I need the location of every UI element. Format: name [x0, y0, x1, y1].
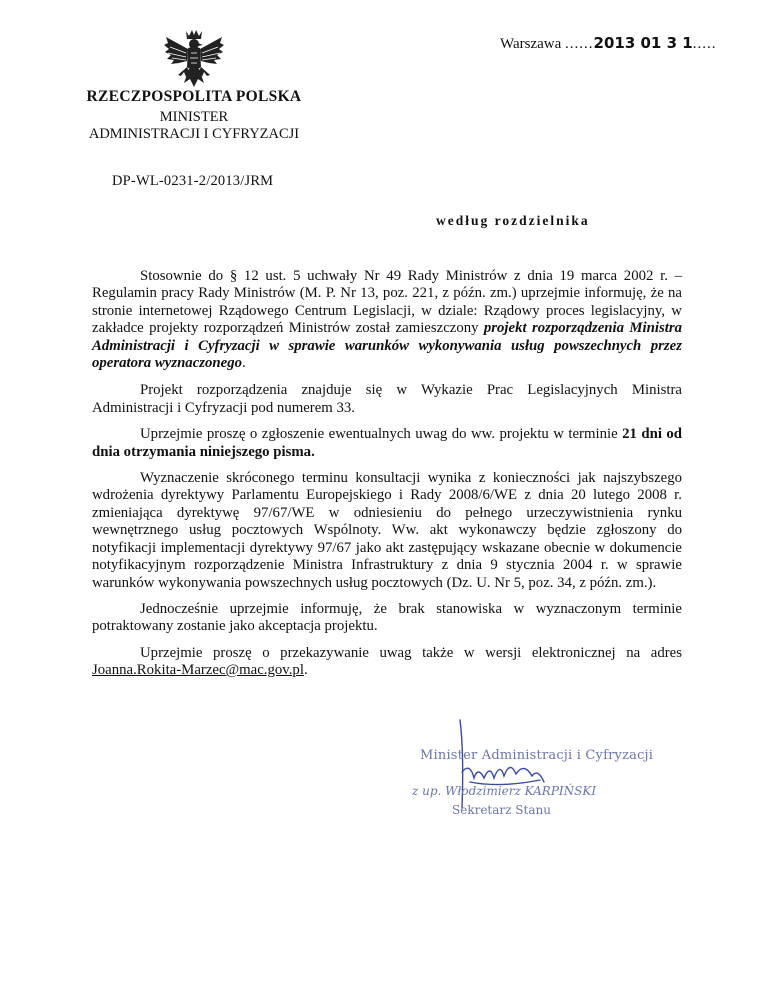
handwritten-date: 2013 01 3 1	[593, 34, 693, 52]
deadline-text: 21 dni od dnia otrzymania niniejszego pisma.	[92, 426, 682, 460]
official-stamp	[412, 748, 654, 838]
paragraph-5: Jednocześnie uprzejmie informuję, że brak stanowiska w wyznaczonym terminie potraktowany zostanie jako akceptacja projektu.	[92, 600, 682, 635]
place-and-date: Warszawa ......2013 01 3 1.....	[500, 34, 717, 52]
paragraph-3: Uprzejmie proszę o zgłoszenie ewentualnych uwag do ww. projektu w terminie 21 dni od dnia otrzymania niniejszego pisma.	[92, 426, 682, 460]
paragraph-6: Uprzejmie proszę o przekazywanie uwag także w wersji elektronicznej na adres Joanna.Rokita-Marzec@mac.gov.pl.	[92, 644, 682, 679]
stamp-line-2: z up. Włodzimierz KARPIŃSKI	[412, 784, 597, 798]
ministry-name: ADMINISTRACJI I CYFRYZACJI	[88, 126, 300, 142]
country-name: RZECZPOSPOLITA POLSKA	[86, 88, 302, 105]
stamp-line-3: Sekretarz Stanu	[452, 803, 551, 817]
email-link[interactable]: Joanna.Rokita-Marzec@mac.gov.pl	[92, 662, 304, 679]
place-name: Warszawa	[500, 36, 562, 52]
minister-title: MINISTER	[159, 109, 229, 125]
reference-number: DP-WL-0231-2/2013/JRM	[112, 173, 274, 189]
letter-body	[92, 268, 682, 690]
paragraph-2: Projekt rozporządzenia znajduje się w Wykazie Prac Legislacyjnych Ministra Administracji i Cyfryzacji pod numerem 33.	[92, 382, 682, 416]
stamp-line-1: Minister Administracji i Cyfryzacji	[420, 748, 654, 763]
paragraph-4: Wyznaczenie skróconego terminu konsultacji wynika z konieczności jak najszybszego wdrożenia dyrektywy Parlamentu Europejskiego i Rady 2008/6/WE z dnia 20 lutego 2008 r. zmieniająca dyrektywę 97/67/WE w odniesieniu do pełnego urzeczywistnienia rynku wewnętrznego usług pocztowych Wspólnoty. Ww. akt wykonawczy będzie zgłoszony do notyfikacji implementacji dyrektywy 97/67 jako akt zastępujący wskazane obecnie w dokumencie notyfikacyjnym rozporządzenie Ministra Infrastruktury z dnia 9 stycznia 2004 r. w sprawie warunków wykonywania powszechnych usług pocztowych (Dz. U. Nr 5, poz. 34, z późn. zm.).	[92, 470, 682, 591]
paragraph-1: Stosownie do § 12 ust. 5 uchwały Nr 49 Rady Ministrów z dnia 19 marca 2002 r. – Regulamin pracy Rady Ministrów (M. P. Nr 13, poz. 221, z późn. zm.) uprzejmie informuję, że na stronie internetowej Rządowego Centrum Legislacji, w dziale: Rządowy proces legislacyjny, w zakładce projekty rozporządzeń Ministrów został zamieszczony projekt rozporządzenia Ministra Administracji i Cyfryzacji w sprawie warunków wykonywania usług powszechnych przez operatora wyznaczonego.	[92, 268, 682, 372]
distribution-note: według rozdzielnika	[436, 213, 590, 228]
draft-regulation-title: projekt rozporządzenia Ministra Administracji i Cyfryzacji w sprawie warunków wykonywania usług powszechnych przez operatora wyznaczonego	[92, 320, 682, 372]
polish-eagle-emblem-icon	[162, 27, 226, 95]
